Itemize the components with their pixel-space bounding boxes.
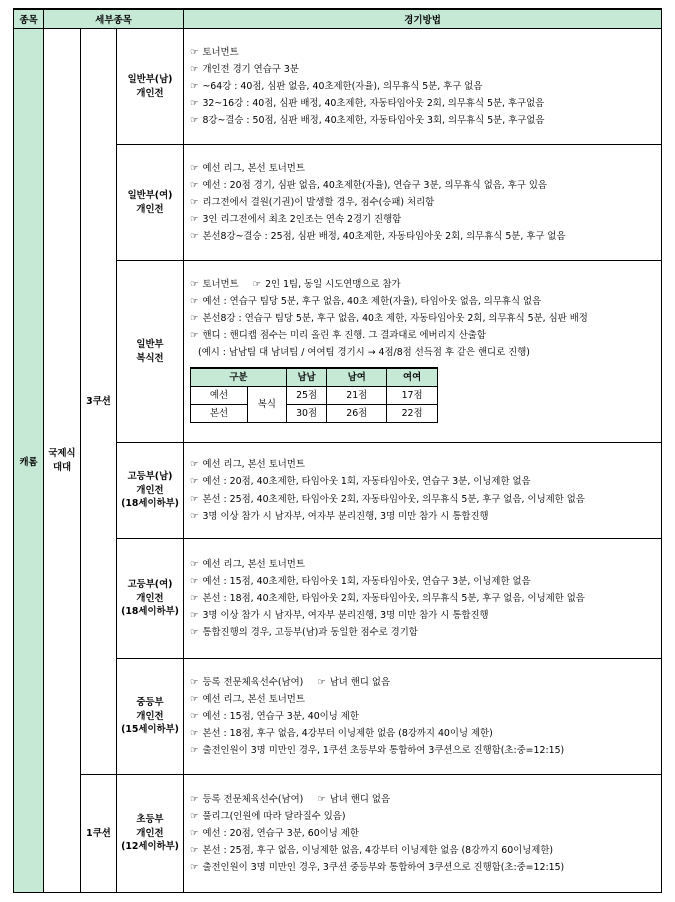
division-name: 고등부(여) 개인전 (18세이하부) — [117, 539, 184, 659]
division-rules: ☞ 예선 리그, 본선 토너먼트 ☞ 예선 : 15점, 40초제한, 타임아웃 1회, 자동타임아웃, 연습구 3분, 이닝제한 없음 ☞ 본선 : 18점, 40초제한, 타임아웃 2회, 자동타임아웃, 의무휴식 5분, 후구 없음, 이닝제한 없음 ☞ 3명 이상 참가 시 남자부, 여자부 분리진행, 3명 미만 참가 시 통합진행 ☞ 통합진행의 경우, 고등부(남)과 동일한 점수로 경기함 — [184, 539, 662, 659]
header-method: 경기방법 — [184, 9, 662, 29]
header-row — [14, 9, 662, 29]
handicap-cell: 21점 — [327, 387, 387, 405]
division-name: 초등부 개인전 (12세이하부) — [117, 775, 184, 893]
division-rules: ☞ 등록 전문체육선수(남여)☞ 남녀 핸디 없음 ☞ 풀리그(인원에 따라 달라질수 있음) ☞ 예선 : 20점, 연습구 3분, 60이닝 제한 ☞ 본선 : 25점, 후구 없음, 이닝제한 없음, 4강부터 이닝제한 없음 (8강까지 60이닝제한) ☞ 출전인원이 3명 미만인 경우, 3쿠션 중등부와 통합하여 3쿠션으로 진행함(초:중=12:15) — [184, 775, 662, 893]
handicap-cell: 26점 — [327, 405, 387, 423]
handicap-header: 구분 — [191, 368, 287, 387]
cushion-3-label: 3쿠션 — [81, 29, 117, 775]
handicap-cell: 17점 — [387, 387, 438, 405]
handicap-cell: 25점 — [286, 387, 327, 405]
event-name: 캐롬 — [14, 29, 44, 893]
handicap-cell: 30점 — [286, 405, 327, 423]
event-type: 국제식 대대 — [44, 29, 81, 893]
division-rules: ☞ 예선 리그, 본선 토너먼트 ☞ 예선 : 20점, 40초제한, 타임아웃 1회, 자동타임아웃, 연습구 3분, 이닝제한 없음 ☞ 본선 : 25점, 40초제한, 타임아웃 2회, 자동타임아웃, 의무휴식 5분, 후구 없음, 이닝제한 없음 ☞ 3명 이상 참가 시 남자부, 여자부 분리진행, 3명 미만 참가 시 통합진행 — [184, 443, 662, 539]
handicap-header: 여여 — [387, 368, 438, 387]
handicap-group: 복식 — [247, 387, 286, 423]
row-elementary — [14, 775, 662, 893]
division-rules: ☞ 토너먼트 ☞ 개인전 경기 연습구 3분 ☞ ~64강 : 40점, 심판 없음, 40초제한(자율), 의무휴식 5분, 후구 없음 ☞ 32~16강 : 40점, 심판 배정, 40초제한, 자동타임아웃 2회, 의무휴식 5분, 후구없음 ☞ 8강~결승 : 50점, 심판 배정, 40초제한, 자동타임아웃 3회, 의무휴식 5분, 후구없음 — [184, 29, 662, 145]
handicap-table — [190, 367, 438, 423]
handicap-row-label: 본선 — [191, 405, 248, 423]
handicap-cell: 22점 — [387, 405, 438, 423]
cushion-1-label: 1쿠션 — [81, 775, 117, 893]
handicap-row-label: 예선 — [191, 387, 248, 405]
division-rules: ☞ 예선 리그, 본선 토너먼트 ☞ 예선 : 20점 경기, 심판 없음, 40초제한(자율), 연습구 3분, 의무휴식 없음, 후구 있음 ☞ 리그전에서 결원(기권)이 발생할 경우, 점수(승패) 처리함 ☞ 3인 리그전에서 최초 2인조는 연속 2경기 진행함 ☞ 본선8강~결승 : 25점, 심판 배정, 40초제한, 자동타임아웃 2회, 의무휴식 5분, 후구 없음 — [184, 145, 662, 261]
handicap-header: 남남 — [286, 368, 327, 387]
competition-rules-table — [13, 8, 662, 893]
division-rules: ☞ 등록 전문체육선수(남여)☞ 남녀 핸디 없음 ☞ 예선 리그, 본선 토너먼트 ☞ 예선 : 15점, 연습구 3분, 40이닝 제한 ☞ 본선 : 18점, 후구 없음, 4강부터 이닝제한 없음 (8강까지 40이닝 제한) ☞ 출전인원이 3명 미만인 경우, 1쿠션 초등부와 통합하여 3쿠션으로 진행함(초:중=12:15) — [184, 659, 662, 775]
division-name: 중등부 개인전 (15세이하부) — [117, 659, 184, 775]
division-name: 고등부(남) 개인전 (18세이하부) — [117, 443, 184, 539]
division-rules: ☞ 토너먼트☞ 2인 1팀, 동일 시도연맹으로 참가 ☞ 예선 : 연습구 팀당 5분, 후구 없음, 40초 제한(자율), 타임아웃 없음, 의무휴식 없음 ☞ 본선8강 : 연습구 팀당 5분, 후구 없음, 40초 제한, 자동타임아웃 2회, 의무휴식 5분, 심판 배정 ☞ 핸디 : 핸디캡 점수는 미리 올린 후 진행. 그 결과대로 에버리지 산출함 (예시 : 남남팀 대 남녀팀 / 여여팀 경기시 → 4점/8점 선득점 후 같은 핸디로 진행) 구분 남남 남여 여여 예선 복식 25점 21점 17점 본선 30점 26점 22점 — [184, 261, 662, 443]
division-name: 일반부(남) 개인전 — [117, 29, 184, 145]
division-name: 일반부(여) 개인전 — [117, 145, 184, 261]
row-general-men — [14, 29, 662, 145]
header-event: 종목 — [14, 9, 44, 29]
division-name: 일반부 복식전 — [117, 261, 184, 443]
header-sub-event: 세부종목 — [44, 9, 184, 29]
handicap-header: 남여 — [327, 368, 387, 387]
